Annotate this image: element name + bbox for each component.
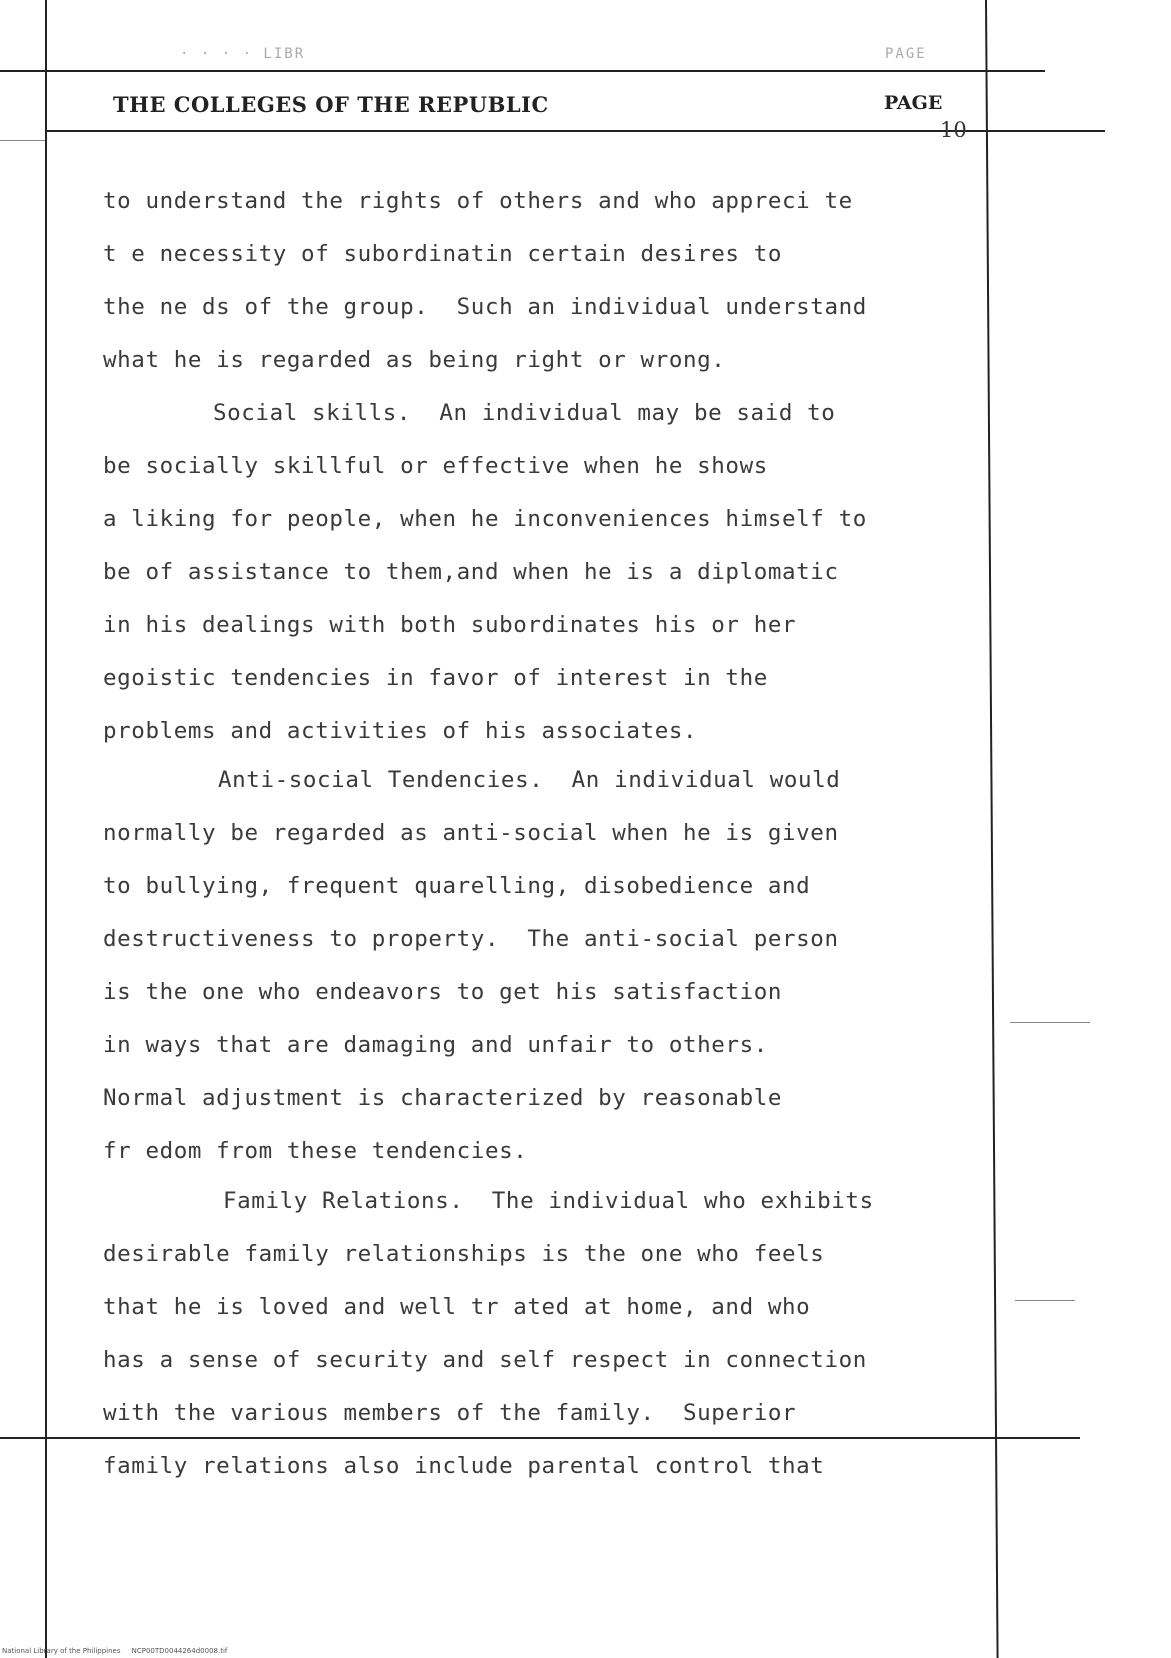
faint-header-left: · · · · LIBR	[180, 46, 306, 62]
top-rule	[0, 70, 1045, 72]
text-line-25: family relations also include parental control that	[103, 1453, 825, 1479]
scan-credit: National Library of the Philippines NCP00TD0044264d0008.tif	[2, 1647, 228, 1655]
text-line-5: Social skills. An individual may be said to	[213, 400, 836, 426]
text-line-23: has a sense of security and self respect in connection	[103, 1347, 867, 1373]
text-line-11: problems and activities of his associates.	[103, 718, 698, 744]
right-margin-rule	[985, 0, 999, 1658]
right-tick-2	[1015, 1300, 1075, 1301]
document-title: THE COLLEGES OF THE REPUBLIC	[113, 92, 549, 117]
text-line-15: destructiveness to property. The anti-social person	[103, 926, 839, 952]
text-line-20: Family Relations. The individual who exhibits	[223, 1188, 874, 1214]
text-line-10: egoistic tendencies in favor of interest in the	[103, 665, 768, 691]
text-line-22: that he is loved and well tr ated at home, and who	[103, 1294, 811, 1320]
text-line-6: be socially skillful or effective when he shows	[103, 453, 768, 479]
text-line-17: in ways that are damaging and unfair to others.	[103, 1032, 768, 1058]
text-line-1: to understand the rights of others and who appreci te	[103, 188, 853, 214]
text-line-3: the ne ds of the group. Such an individual understand	[103, 294, 867, 320]
right-tick-1	[1010, 1022, 1090, 1023]
text-line-9: in his dealings with both subordinates his or her	[103, 612, 797, 638]
text-line-14: to bullying, frequent quarelling, disobedience and	[103, 873, 811, 899]
text-line-7: a liking for people, when he inconveniences himself to	[103, 506, 867, 532]
text-line-13: normally be regarded as anti-social when he is given	[103, 820, 839, 846]
text-line-12: Anti-social Tendencies. An individual would	[218, 767, 841, 793]
bottom-rule	[0, 1437, 1080, 1439]
text-line-21: desirable family relationships is the one who feels	[103, 1241, 825, 1267]
text-line-18: Normal adjustment is characterized by reasonable	[103, 1085, 783, 1111]
faint-header-right: PAGE	[885, 46, 927, 62]
text-line-24: with the various members of the family. Superior	[103, 1400, 797, 1426]
left-margin-rule	[45, 0, 47, 1658]
page-label: PAGE	[884, 92, 943, 114]
text-line-4: what he is regarded as being right or wrong.	[103, 347, 726, 373]
left-tick	[0, 140, 45, 141]
text-line-8: be of assistance to them,and when he is a diplomatic	[103, 559, 839, 585]
text-line-16: is the one who endeavors to get his satisfaction	[103, 979, 783, 1005]
text-line-2: t e necessity of subordinatin certain desires to	[103, 241, 783, 267]
page-number: 10	[940, 118, 967, 142]
text-line-19: fr edom from these tendencies.	[103, 1138, 528, 1164]
